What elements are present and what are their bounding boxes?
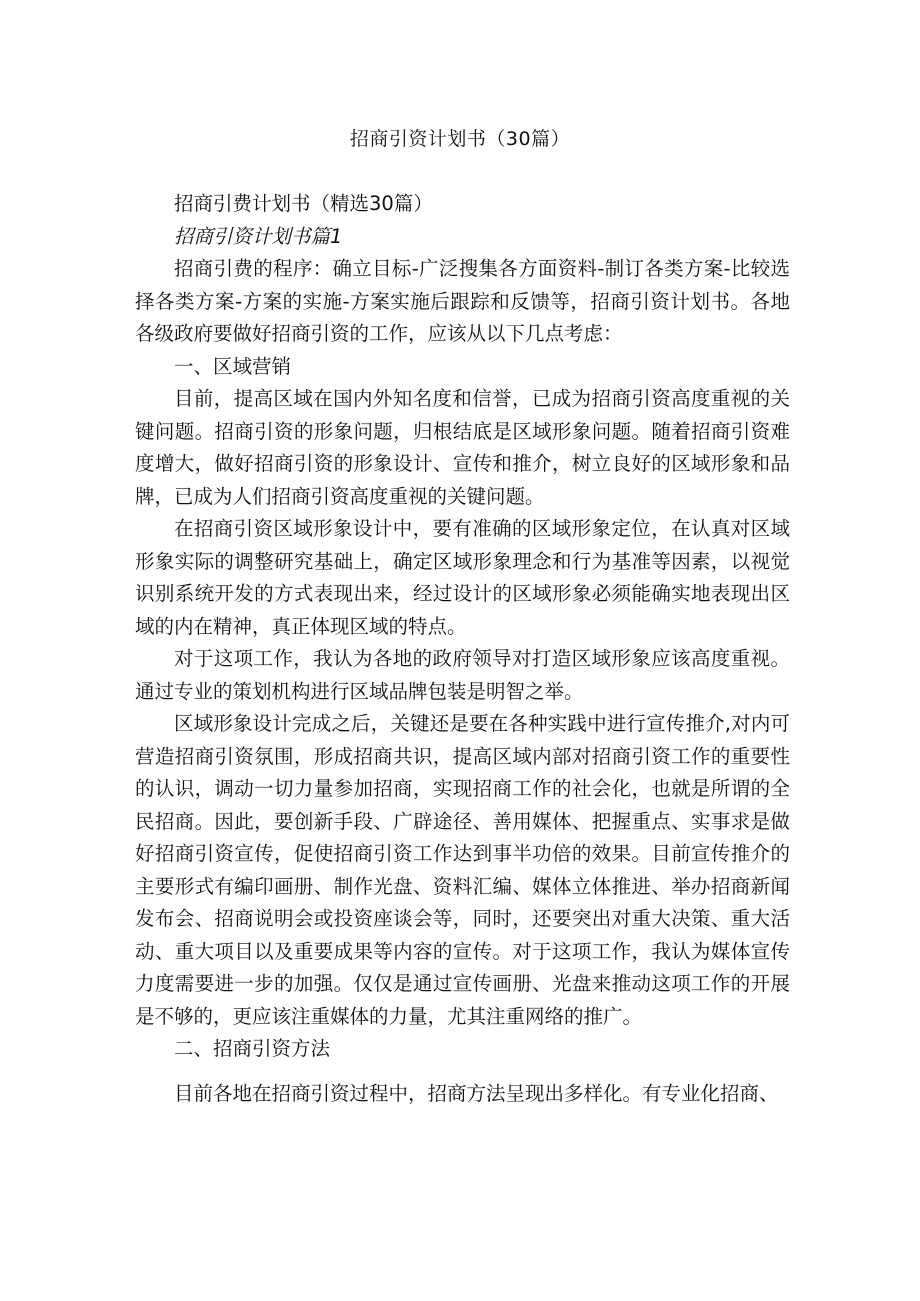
- paragraph-procedure: 招商引费的程序：确立目标-广泛搜集各方面资料-制订各类方案-比较选择各类方案-方案的实施-方案实施后跟踪和反馈等，招商引资计划书。各地各级政府要做好招商引资的工作，应该从以下几点考虑：: [135, 257, 790, 345]
- section-heading-methods: 二、招商引资方法: [174, 1037, 331, 1060]
- document-subtitle: 招商引费计划书（精选30篇）: [174, 192, 433, 215]
- section-heading-regional-marketing: 一、区域营销: [174, 354, 292, 378]
- document-title: 招商引资计划书（30篇）: [349, 128, 571, 150]
- paragraph-image-design: 在招商引资区域形象设计中，要有准确的区域形象定位，在认真对区域形象实际的调整研究基础上，确定区域形象理念和行为基准等因素，以视觉识别系统开发的方式表现出来，经过设计的区域形象必须能确实地表现出区域的内在精神，真正体现区域的特点。: [135, 517, 790, 638]
- section-label: 招商引资计划书篇1: [174, 224, 343, 248]
- paragraph-government-attention: 对于这项工作，我认为各地的政府领导对打造区域形象应该高度重视。通过专业的策划机构进行区域品牌包装是明智之举。: [135, 647, 790, 703]
- document-body: [135, 188, 790, 1110]
- paragraph-promotion: 区域形象设计完成之后，关键还是要在各种实践中进行宣传推介,对内可营造招商引资氛围，形成招商共识，提高区域内部对招商引资工作的重要性的认识，调动一切力量参加招商，实现招商工作的社会化，也就是所谓的全民招商。因此，要创新手段、广辟途径、善用媒体、把握重点、实事求是做好招商引资宣传，促使招商引资工作达到事半功倍的效果。目前宣传推介的主要形式有编印画册、制作光盘、资料汇编、媒体立体推进、举办招商新闻发布会、招商说明会或投资座谈会等，同时，还要突出对重大决策、重大活动、重大项目以及重要成果等内容的宣传。对于这项工作，我认为媒体宣传力度需要进一步的加强。仅仅是通过宣传画册、光盘来推动这项工作的开展是不够的，更应该注重媒体的力量，尤其注重网络的推广。: [135, 712, 790, 1028]
- paragraph-methods: 目前各地在招商引资过程中，招商方法呈现出多样化。有专业化招商、: [174, 1081, 779, 1105]
- paragraph-reputation: 目前，提高区域在国内外知名度和信誉，已成为招商引资高度重视的关键问题。招商引资的形象问题，归根结底是区域形象问题。随着招商引资难度增大，做好招商引资的形象设计、宣传和推介，树立良好的区域形象和品牌，已成为人们招商引资高度重视的关键问题。: [135, 387, 790, 508]
